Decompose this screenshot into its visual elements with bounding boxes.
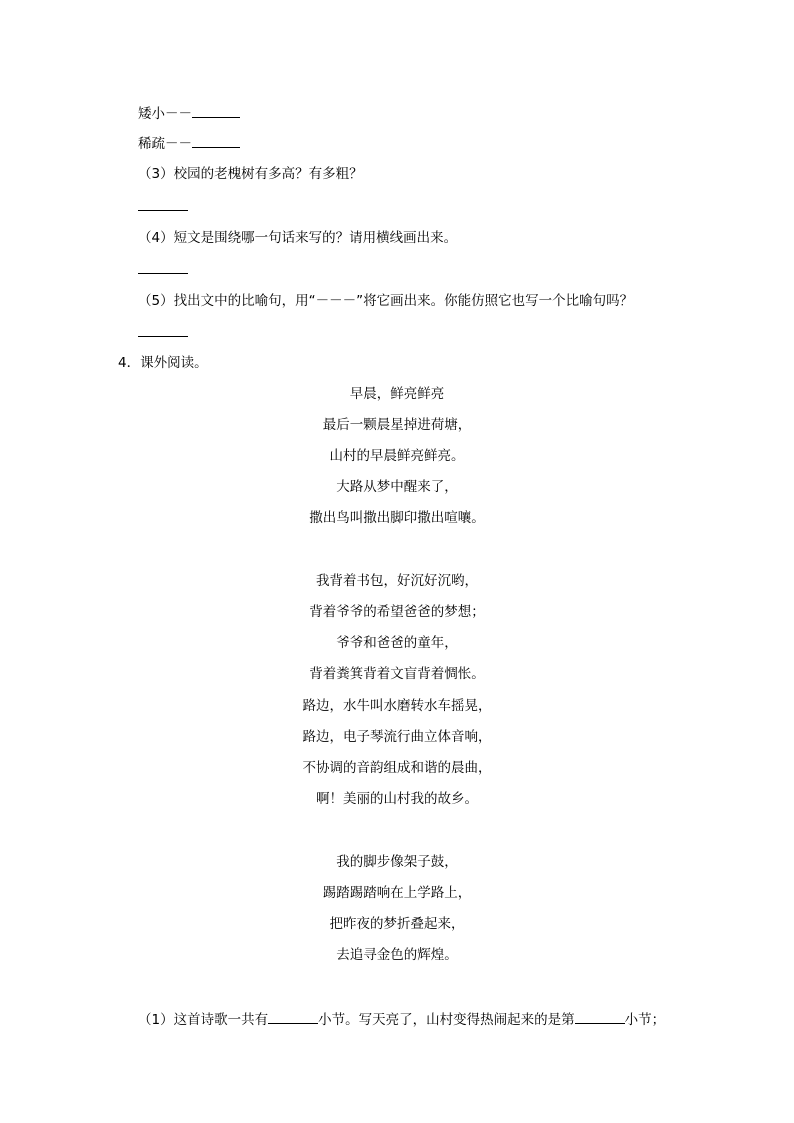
section-4-heading xyxy=(118,354,208,372)
poem-line: 背着爷爷的希望爸爸的梦想； xyxy=(309,604,485,620)
antonym-short-label: 矮小－－ xyxy=(138,106,192,122)
stanza-count-blank[interactable] xyxy=(268,1010,318,1024)
section-4-title: 课外阅读。 xyxy=(140,355,208,371)
sub-question-1 xyxy=(138,1010,665,1029)
question-4: （4）短文是围绕哪一句话来写的？请用横线画出来。 xyxy=(138,230,458,246)
question-5: （5）找出文中的比喻句，用“－－－”将它画出来。你能仿照它也写一个比喻句吗？ xyxy=(138,293,634,309)
poem-line: 背着粪箕背着文盲背着惆怅。 xyxy=(309,666,485,682)
antonym-short-blank[interactable] xyxy=(192,104,240,118)
poem-line: 爷爷和爸爸的童年， xyxy=(336,635,458,651)
poem-line: 我的脚步像架子鼓， xyxy=(336,854,458,870)
poem-line: 不协调的音韵组成和谐的晨曲， xyxy=(302,760,492,776)
poem-line: 啊！美丽的山村我的故乡。 xyxy=(316,791,478,807)
poem-title: 早晨，鲜亮鲜亮 xyxy=(349,386,445,402)
sub-question-1-part3: 小节； xyxy=(624,1012,666,1028)
poem-line: 山村的早晨鲜亮鲜亮。 xyxy=(329,448,465,464)
poem-line: 我背着书包，好沉好沉哟， xyxy=(316,573,478,589)
question-3-answer-line[interactable] xyxy=(138,210,188,211)
poem-line: 最后一颗晨星掉进荷塘， xyxy=(322,417,472,433)
poem-line: 踢踏踢踏响在上学路上， xyxy=(322,885,472,901)
question-4-answer-line[interactable] xyxy=(138,273,188,274)
poem-line: 路边，水牛叫水磨转水车摇晃， xyxy=(302,698,492,714)
section-4-number: 4． xyxy=(118,355,141,371)
stanza-number-blank[interactable] xyxy=(575,1010,625,1024)
poem-line: 撒出鸟叫撒出脚印撒出喧嚷。 xyxy=(309,510,485,526)
antonym-sparse-label: 稀疏－－ xyxy=(138,136,192,152)
poem-line: 路边，电子琴流行曲立体音响， xyxy=(302,729,492,745)
poem-line: 把昨夜的梦折叠起来， xyxy=(329,916,465,932)
sub-question-1-part1: （1）这首诗歌一共有 xyxy=(138,1012,269,1028)
antonym-short-line xyxy=(138,104,240,123)
poem-line: 大路从梦中醒来了， xyxy=(336,479,458,495)
antonym-sparse-line xyxy=(138,134,240,153)
question-3: （3）校园的老槐树有多高？有多粗？ xyxy=(138,166,363,182)
sub-question-1-part2: 小节。写天亮了，山村变得热闹起来的是第 xyxy=(318,1012,575,1028)
antonym-sparse-blank[interactable] xyxy=(192,134,240,148)
question-5-answer-line[interactable] xyxy=(138,336,188,337)
poem-line: 去追寻金色的辉煌。 xyxy=(336,947,458,963)
